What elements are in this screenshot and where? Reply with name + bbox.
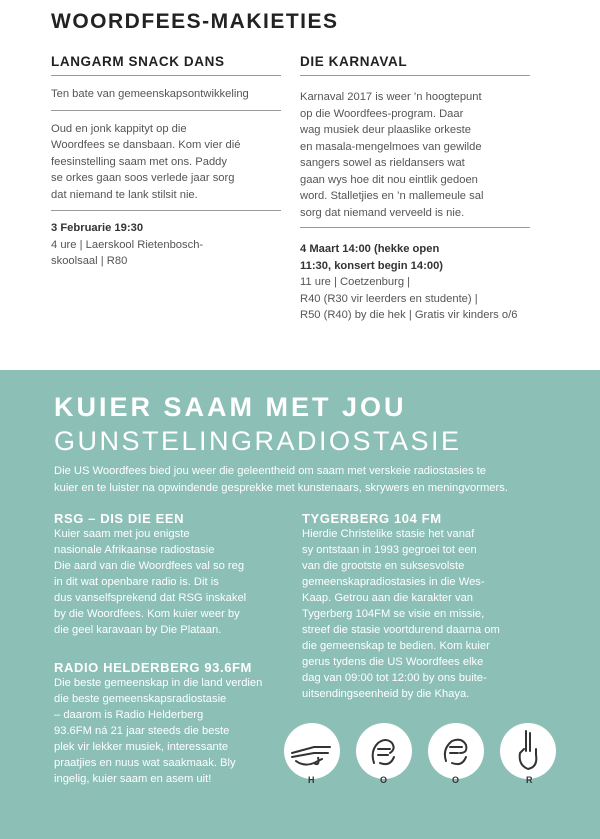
event-details: R50 (R40) by die hek | Gratis vir kinders o/6 xyxy=(300,309,518,321)
hand-sign-icon xyxy=(500,723,556,785)
sign-letter: O xyxy=(452,775,460,785)
event-title: DIE KARNAVAL xyxy=(300,54,530,76)
event-langarm xyxy=(51,54,281,270)
station-rsg: RSG – DIS DIE EEN Kuier saam met jou enigste nasionale Afrikaanse radiostasie Die aard van die Woordfees val so reg in dit wat openbare radio is. Dit is dus vanselfsprekend dat RSG inskakel by die Woordfees. Kom kuier weer by die geel karavaan by Die Plataan. xyxy=(54,511,294,638)
station-tygerberg: TYGERBERG 104 FM Hierdie Christelike stasie het vanaf sy ontstaan in 1993 gegroei tot een van die grootste en suksesvolste gemeenskapradiostasies in die Wes- Kaap. Getrou aan die karakter van Tygerberg 104FM se visie en missie, streef die stasie voortdurend daarna om die gemeenskap te bedien. Kom kuier gerus tydens die US Woordfees elke dag van 09:00 tot 12:00 by ons buite- uitsendingseenheid by die Khaya. xyxy=(302,511,542,702)
hand-sign-o-icon xyxy=(356,723,412,779)
events-section xyxy=(0,0,600,370)
hand-sign-icon xyxy=(356,723,412,785)
event-details: 4 ure | Laerskool Rietenbosch- xyxy=(51,238,204,251)
station-name: TYGERBERG 104 FM xyxy=(302,511,442,526)
radio-heading-bold: KUIER SAAM MET JOU xyxy=(54,392,407,422)
event-description: Karnaval 2017 is weer ’n hoogtepunt op die Woordfees-program. Daar wag musiek deur plaaslike orkeste en masala-mengelmoes van gewilde sangers sowel as rieldansers wat gaan wys hoe dit nou eintlik gedoen word. Stalletjies en ’n mallemeule sal sorg dat niemand verveeld is nie. xyxy=(300,89,530,228)
sign-language-hoor xyxy=(284,723,564,789)
hand-sign-o-icon xyxy=(428,723,484,779)
station-helderberg: RADIO HELDERBERG 93.6FM Die beste gemeenskap in die land verdien die beste gemeenskapsradiostasie – daarom is Radio Helderberg 93.6FM ná 21 jaar steeds die beste plek vir lekker musiek, interessante praatjies en nuus wat saakmaak. Bly ingelig, kuier saam en asem uit! xyxy=(54,660,294,787)
radio-intro: Die US Woordfees bied jou weer die geleentheid om saam met verskeie radiostasies te kuier en te luister na opwindende gesprekke met kunstenaars, skrywers en meningvormers. xyxy=(54,465,508,494)
station-name: RSG – DIS DIE EEN xyxy=(54,511,185,526)
event-description: Oud en jonk kappityt op die Woordfees se dansbaan. Kom vier dié feesinstelling saam met ons. Paddy se orkes gaan soos verlede jaar sorg dat niemand te lank stilsit nie. xyxy=(51,111,281,212)
radio-section xyxy=(0,370,600,839)
event-details: R40 (R30 vir leerders en studente) | xyxy=(300,292,478,305)
event-date: 3 Februarie 19:30 xyxy=(51,222,144,234)
event-details: 11 ure | Coetzenburg | xyxy=(300,276,411,288)
event-title: LANGARM SNACK DANS xyxy=(51,54,281,76)
station-name: RADIO HELDERBERG 93.6FM xyxy=(54,660,252,675)
event-details: skoolsaal | R80 xyxy=(51,255,128,267)
sign-letter: H xyxy=(308,775,315,785)
event-date: 4 Maart 14:00 (hekke open xyxy=(300,243,440,255)
event-karnaval xyxy=(300,54,530,324)
event-description xyxy=(300,76,530,89)
hand-sign-r-icon xyxy=(500,723,556,779)
event-subtitle: Ten bate van gemeenskapsontwikkeling xyxy=(51,76,281,111)
page-title: WOORDFEES-MAKIETIES xyxy=(51,10,339,33)
hand-sign-icon xyxy=(284,723,340,785)
event-date: 11:30, konsert begin 14:00) xyxy=(300,259,444,272)
sign-letter: R xyxy=(526,775,533,785)
hand-sign-h-icon xyxy=(284,723,340,779)
radio-heading-light: GUNSTELINGRADIOSTASIE xyxy=(54,426,462,456)
sign-letter: O xyxy=(380,775,388,785)
hand-sign-icon xyxy=(428,723,484,785)
